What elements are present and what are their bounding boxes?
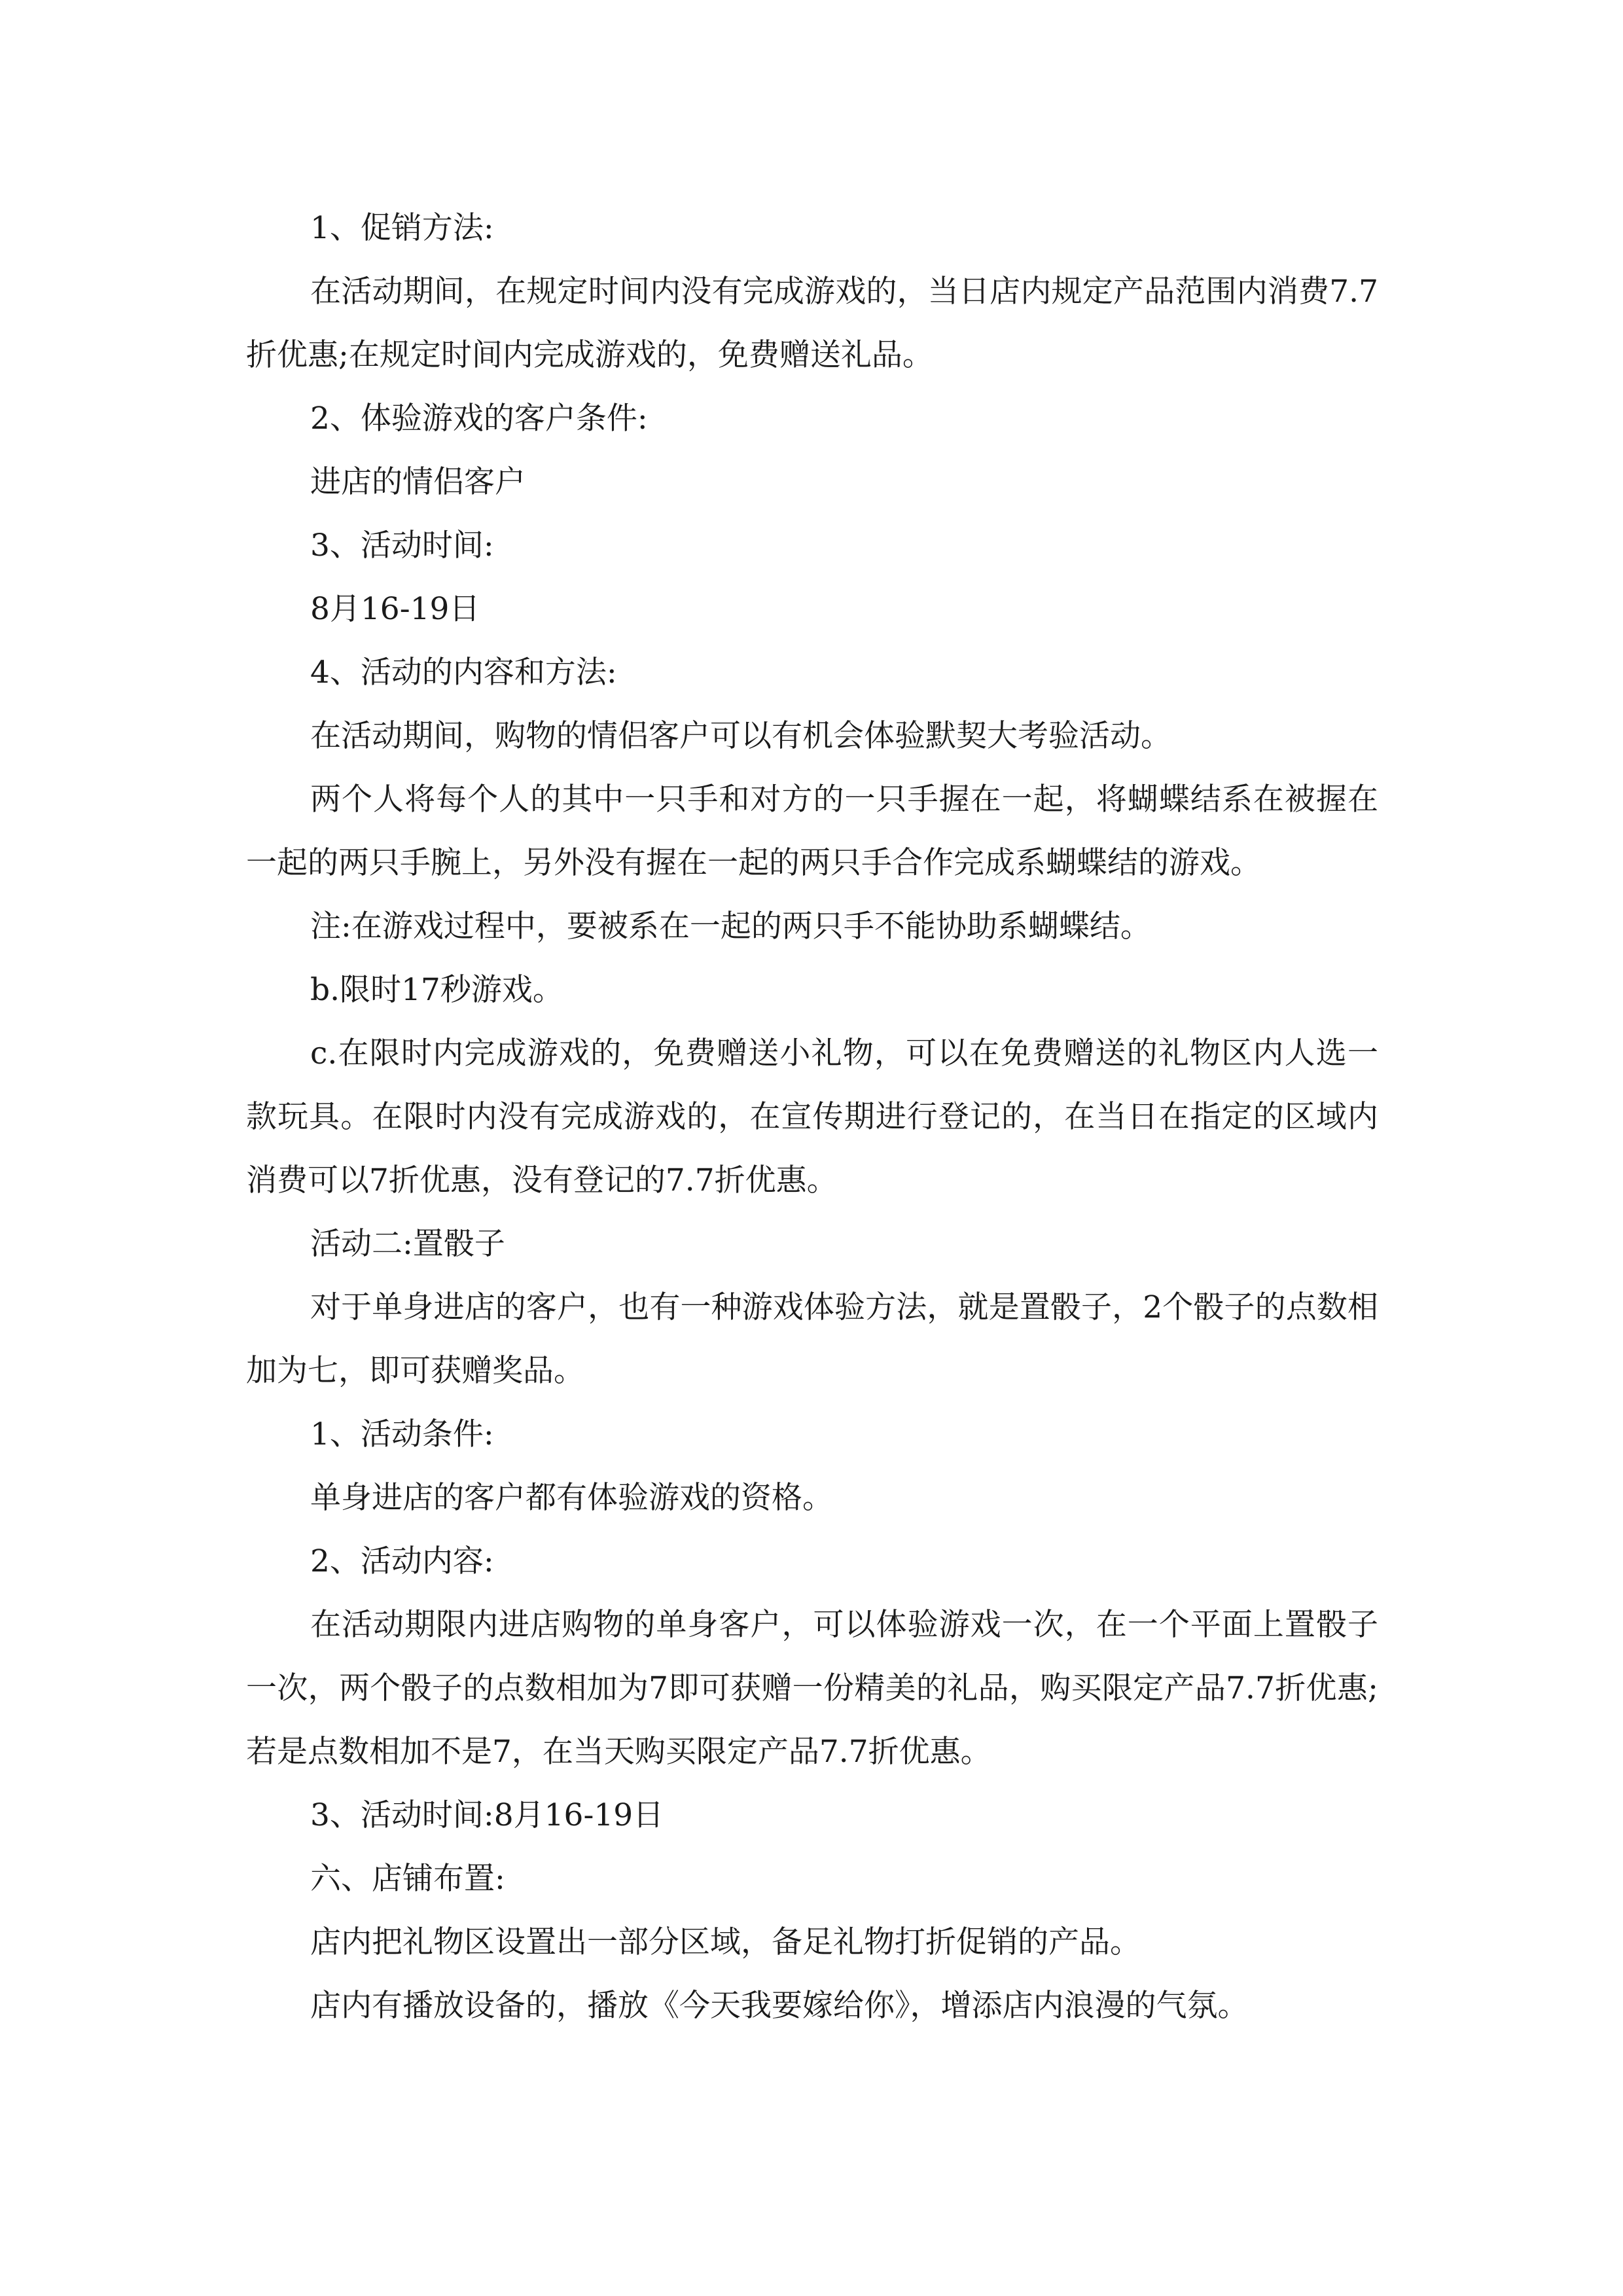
paragraph-reward: c.在限时内完成游戏的，免费赠送小礼物，可以在免费赠送的礼物区内人选一款玩具。在限时内没有完成游戏的，在宣传期进行登记的，在当日在指定的区域内消费可以7折优惠，没有登记的7.7折优惠。 [246, 1035, 1378, 1198]
paragraph-activity-condition-heading: 1、活动条件: [310, 1416, 494, 1452]
paragraph-activity-two-intro: 对于单身进店的客户，也有一种游戏体验方法，就是置骰子，2个骰子的点数相加为七，即可获赠奖品。 [246, 1289, 1378, 1389]
paragraph-activity-time: 3、活动时间:8月16-19日 [310, 1797, 664, 1833]
paragraph-time-limit: b.限时17秒游戏。 [310, 972, 563, 1008]
document-body [246, 196, 1378, 2037]
paragraph-customer-condition-heading: 2、体验游戏的客户条件: [310, 401, 648, 437]
paragraph-promo-method: 在活动期间，在规定时间内没有完成游戏的，当日店内规定产品范围内消费7.7折优惠;在规定时间内完成游戏的，免费赠送礼品。 [246, 274, 1378, 373]
paragraph-activity-content: 在活动期限内进店购物的单身客户，可以体验游戏一次，在一个平面上置骰子一次，两个骰子的点数相加为7即可获赠一份精美的礼品，购买限定产品7.7折优惠;若是点数相加不是7，在当天购买限定产品7.7折优惠。 [246, 1607, 1378, 1770]
paragraph-music: 店内有播放设备的，播放《今天我要嫁给你》，增添店内浪漫的气氛。 [310, 1988, 1249, 2024]
paragraph-customer-condition: 进店的情侣客户 [310, 464, 526, 500]
paragraph-activity-content-heading: 2、活动内容: [310, 1543, 494, 1579]
paragraph-content-heading: 4、活动的内容和方法: [310, 655, 617, 691]
paragraph-time-heading: 3、活动时间: [310, 528, 494, 564]
paragraph-time: 8月16-19日 [310, 591, 480, 627]
paragraph-promo-method-heading: 1、促销方法: [310, 210, 494, 246]
paragraph-store-layout: 店内把礼物区设置出一部分区域，备足礼物打折促销的产品。 [310, 1924, 1141, 1960]
paragraph-store-layout-heading: 六、店铺布置: [310, 1861, 505, 1897]
paragraph-activity-condition: 单身进店的客户都有体验游戏的资格。 [310, 1480, 833, 1516]
paragraph-game-rules: 两个人将每个人的其中一只手和对方的一只手握在一起，将蝴蝶结系在被握在一起的两只手腕上，另外没有握在一起的两只手合作完成系蝴蝶结的游戏。 [246, 781, 1378, 881]
paragraph-activity-two-heading: 活动二:置骰子 [310, 1226, 505, 1262]
paragraph-content-intro: 在活动期间，购物的情侣客户可以有机会体验默契大考验活动。 [310, 718, 1171, 754]
paragraph-note: 注:在游戏过程中，要被系在一起的两只手不能协助系蝴蝶结。 [310, 908, 1151, 944]
